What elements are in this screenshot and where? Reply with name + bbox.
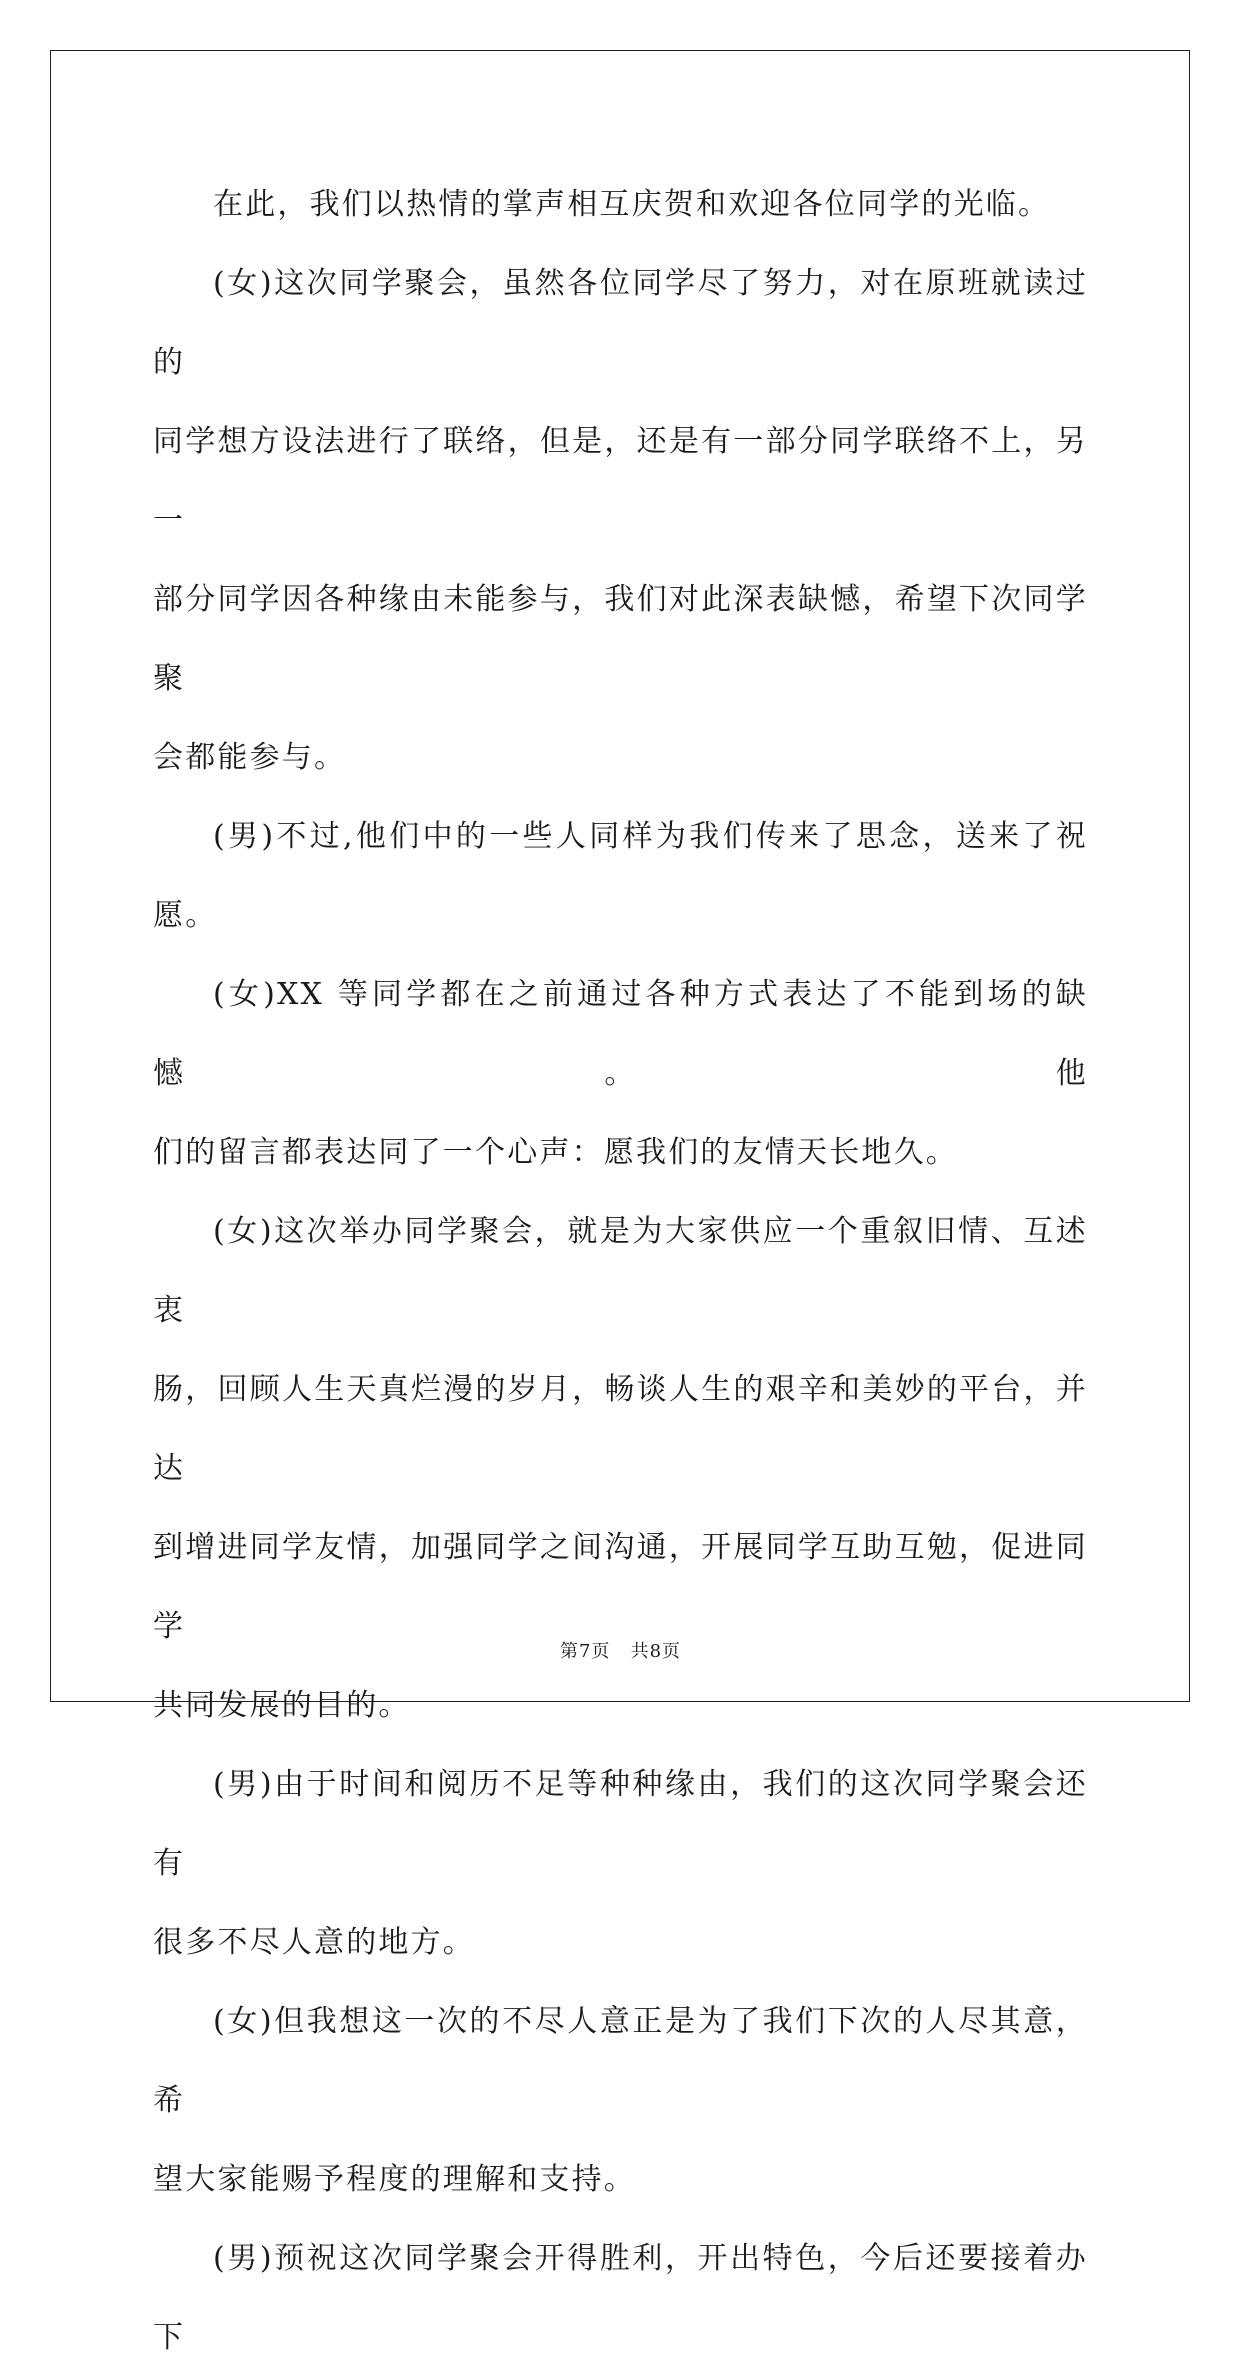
text-line: 们的留言都表达同了一个心声：愿我们的友情天长地久。 (153, 1135, 958, 1170)
text-line: (男)由于时间和阅历不足等种种缘由，我们的这次同学聚会还有 (153, 1767, 1088, 1881)
document-body (153, 165, 1088, 2377)
page-footer (0, 1637, 1241, 1663)
text-line: 在此，我们以热情的掌声相互庆贺和欢迎各位同学的光临。 (213, 187, 1051, 222)
page-total: 共8页 (630, 1641, 682, 1662)
page-number: 第7页 (559, 1641, 611, 1662)
text-line: (男)预祝这次同学聚会开得胜利，开出特色，今后还要接着办下 (153, 2241, 1088, 2355)
text-line: 很多不尽人意的地方。 (153, 1925, 475, 1960)
paragraph (153, 1745, 1088, 1982)
paragraph (153, 797, 1088, 955)
paragraph (153, 955, 1088, 1192)
text-line: (男)不过,他们中的一些人同样为我们传来了思念，送来了祝愿。 (153, 819, 1088, 933)
text-line: 到增进同学友情，加强同学之间沟通，开展同学互助互勉，促进同学 (153, 1530, 1088, 1644)
text-line: 部分同学因各种缘由未能参与，我们对此深表缺憾，希望下次同学聚 (153, 582, 1088, 696)
text-line: (女)这次举办同学聚会，就是为大家供应一个重叙旧情、互述衷 (153, 1214, 1088, 1328)
text-line: (女)这次同学聚会，虽然各位同学尽了努力，对在原班就读过的 (153, 266, 1088, 380)
text-line: 望大家能赐予程度的理解和支持。 (153, 2162, 636, 2197)
paragraph (153, 165, 1088, 244)
text-line: (女)但我想这一次的不尽人意正是为了我们下次的人尽其意，希 (153, 2004, 1088, 2118)
text-line: 会都能参与。 (153, 740, 347, 775)
paragraph (153, 2219, 1088, 2377)
paragraph (153, 244, 1088, 797)
text-line: 肠，回顾人生天真烂漫的岁月，畅谈人生的艰辛和美妙的平台，并达 (153, 1372, 1088, 1486)
paragraph (153, 1982, 1088, 2219)
text-line: 同学想方设法进行了联络，但是，还是有一部分同学联络不上，另一 (153, 424, 1088, 538)
text-line: (女)XX 等同学都在之前通过各种方式表达了不能到场的缺憾。他 (153, 977, 1088, 1091)
text-line: 共同发展的目的。 (153, 1688, 411, 1723)
